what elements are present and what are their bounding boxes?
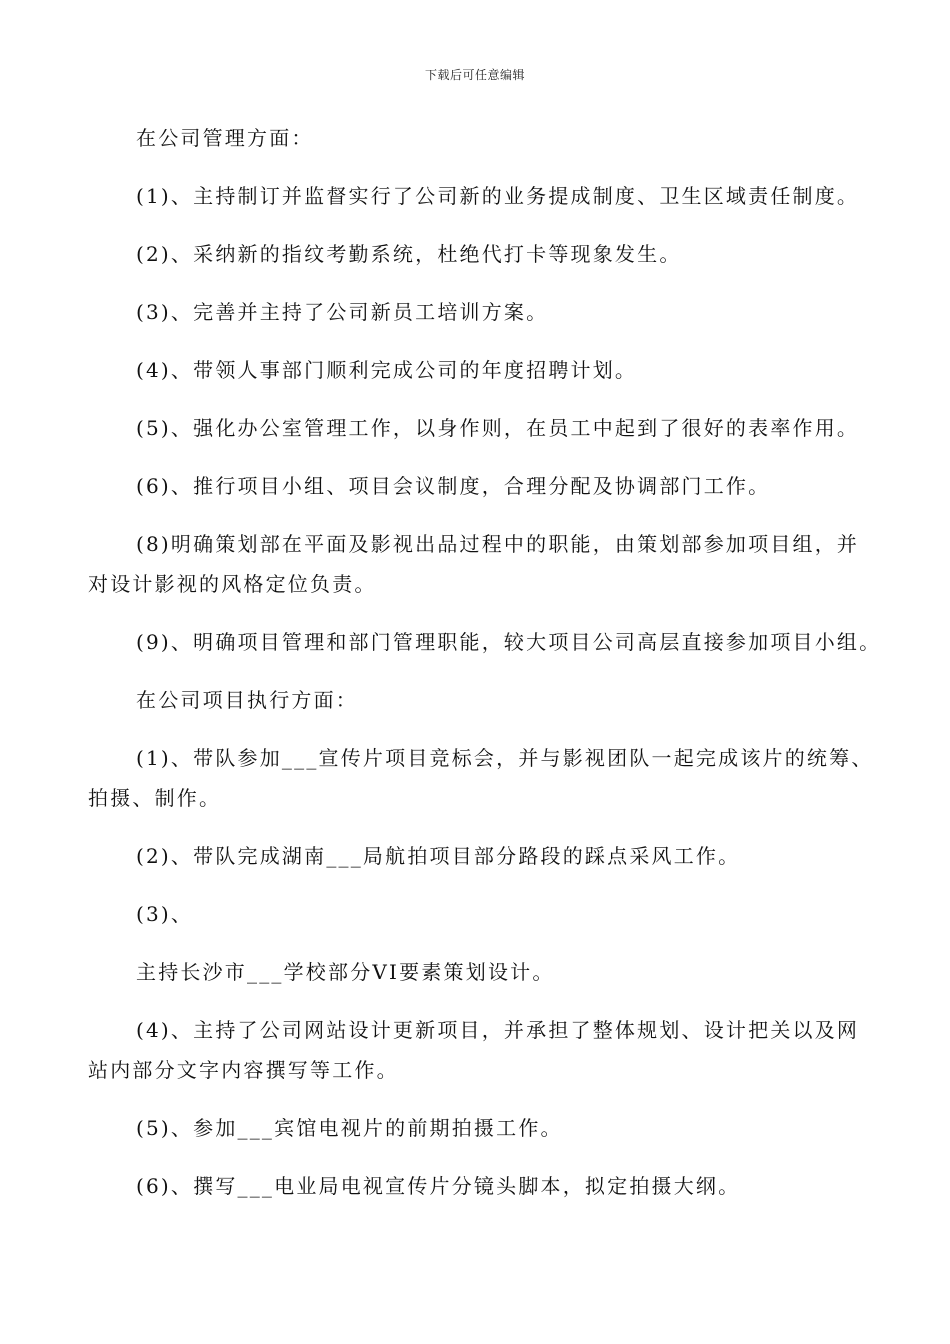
section-heading-management: 在公司管理方面： — [136, 126, 314, 150]
page-header: 下载后可任意编辑 — [424, 68, 525, 82]
paragraph-line: (3)、完善并主持了公司新员工培训方案。 — [136, 300, 549, 324]
paragraph-line: (5)、参加___宾馆电视片的前期拍摄工作。 — [136, 1116, 563, 1140]
paragraph-line-continuation: 拍摄、制作。 — [88, 786, 222, 810]
paragraph-line: (2)、带队完成湖南___局航拍项目部分路段的踩点采风工作。 — [136, 844, 741, 868]
paragraph-line: (5)、强化办公室管理工作，以身作则，在员工中起到了很好的表率作用。 — [136, 416, 860, 440]
paragraph-line: (2)、采纳新的指纹考勤系统，杜绝代打卡等现象发生。 — [136, 242, 682, 266]
paragraph-line: (6)、撰写___电业局电视宣传片分镜头脚本，拟定拍摄大纲。 — [136, 1174, 741, 1198]
paragraph-line: (1)、带队参加___宣传片项目竞标会，并与影视团队一起完成该片的统筹、 — [136, 746, 874, 770]
paragraph-line: (9)、明确项目管理和部门管理职能，较大项目公司高层直接参加项目小组。 — [136, 630, 882, 654]
paragraph-line-continuation: 站内部分文字内容撰写等工作。 — [88, 1058, 399, 1082]
section-heading-execution: 在公司项目执行方面： — [136, 688, 358, 712]
paragraph-line: (8)明确策划部在平面及影视出品过程中的职能，由策划部参加项目组，并 — [136, 532, 860, 556]
paragraph-line: (3)、 — [136, 902, 194, 926]
paragraph-line: (1)、主持制订并监督实行了公司新的业务提成制度、卫生区域责任制度。 — [136, 184, 860, 208]
paragraph-line-continuation: 对设计影视的风格定位负责。 — [88, 572, 377, 596]
paragraph-line: 主持长沙市___学校部分VI要素策划设计。 — [136, 960, 555, 984]
paragraph-line: (4)、主持了公司网站设计更新项目，并承担了整体规划、设计把关以及网 — [136, 1018, 860, 1042]
paragraph-line: (6)、推行项目小组、项目会议制度，合理分配及协调部门工作。 — [136, 474, 771, 498]
paragraph-line: (4)、带领人事部门顺利完成公司的年度招聘计划。 — [136, 358, 638, 382]
